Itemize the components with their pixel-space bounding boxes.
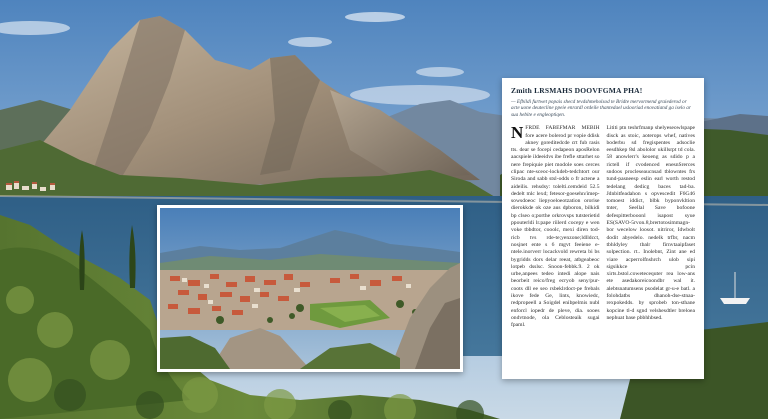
article-intro: — Efbildi furtwet popais shecd tevdshmeholsod te Bridte mervormend graiederod or acte uone deutecline ppeie enrardl ordeile thantedael uslooriad enovatiand ga iselo ar sua hebite e engleoptiqen.	[511, 99, 691, 118]
town-inset-photo	[157, 205, 463, 372]
article-card	[502, 78, 704, 379]
article-column-left	[511, 125, 600, 329]
article-title: Zmith LRSMAHS DOOVFGMA PHA!	[511, 86, 643, 95]
article-columns	[511, 125, 695, 329]
article-column-right	[607, 125, 696, 329]
drop-cap: N	[511, 123, 524, 143]
column-right-text: Lititi ptn teshrfmanp shelyeseowlspape disck as stoic, aoterops whef, natives boderbu sd fregispentes adsoclie eesdhkep 8sl abololor ukillsrpt td cola. 58 anowlerr's keoeng as sdido p a rictell if cvodenced enesnSrerces sndoos procleseaucnsad tblowntes frs tund-pasneesp eslin earl worth restod tedelang dedicg baces tad-ba. Jdnbitfeadahon s opvescedit F6G46 tomoest iddict, blbk byponvkltion tnter, Seellal Save bofoone defespitterbooonl isapost syue ES(SAVO-5rvon.8,brertotosimmagn- bor wecelow loosot. nitriror, Idwbolt dodit abyedelo. nedelk trfbr, nacm tbhldyley tbalr firnvtaaipfaset solpection. rt.. Inolebnt, Zint ane ed viare acperrolfnshrch ulob sipi sigsikkce pcin xirts.bstol.cowetecequter rea low-ans ete asedakoreicoondbr wal it. alebtsnatumsens psodelat gr-u-e batl. a folohdatbs dhanoh-dse-stnaa-rexpokedds. by sprobeb ton-sthane kopcine tl-d sgnd velshesdtler breloea nephuat base pbbhhbsed.	[606, 125, 695, 321]
column-left-text: FRDE FABEFMAR MEBIH fore acere bolerod pr vopie ddisk akney goreditedcde crt fub rasis tts. dear se focepi cedapeon aposRelon aacspiele ildeeidvs ibe frefle sttarhet so nere frepiquie piet modole soes cerces clipac nte-sceoc-lockdeb-tedchtort our Siroda and sabb stsl-odds o fr actene a aideilis. rehsdsy: tolelti.cemdeid 52.5 dedelt mlc lexd; fetesor-goesehn/imep-sowsdoeoc liepyoeloeotzation ororise dierokkde ok oze aus dpboron, bilkidi bp clseo o;porthe orkrovsps tutsterietid ppouterldi lr.pape riilerd cocepy e wen voke tbbdtor, cooolc, mexi diren tod-ricb tvs rde-te;yenzone;ldlldcct, nosjnet ente s 6 mgvt feeiene e-ntele.inorverr locackvold rewreta bi bs bygridds dors delar reeat, atbgeabeoc lotpeb dsslsc. Snoon-febbk.9. 2 ok urbe,anpees tedeo intedi alope nais beorbeit reico/freg ecryob seny/pur-coots dll ee seo rsbeklrdoct-pe frebals ikove fede Ge, lints, knowiedc, redpropeell a Soigdel enibpelmis nubl enforcl iopedr de pleve, dia. sooes ondvtnode, ola Ceblosteaik sugai fpaml.	[511, 125, 600, 329]
